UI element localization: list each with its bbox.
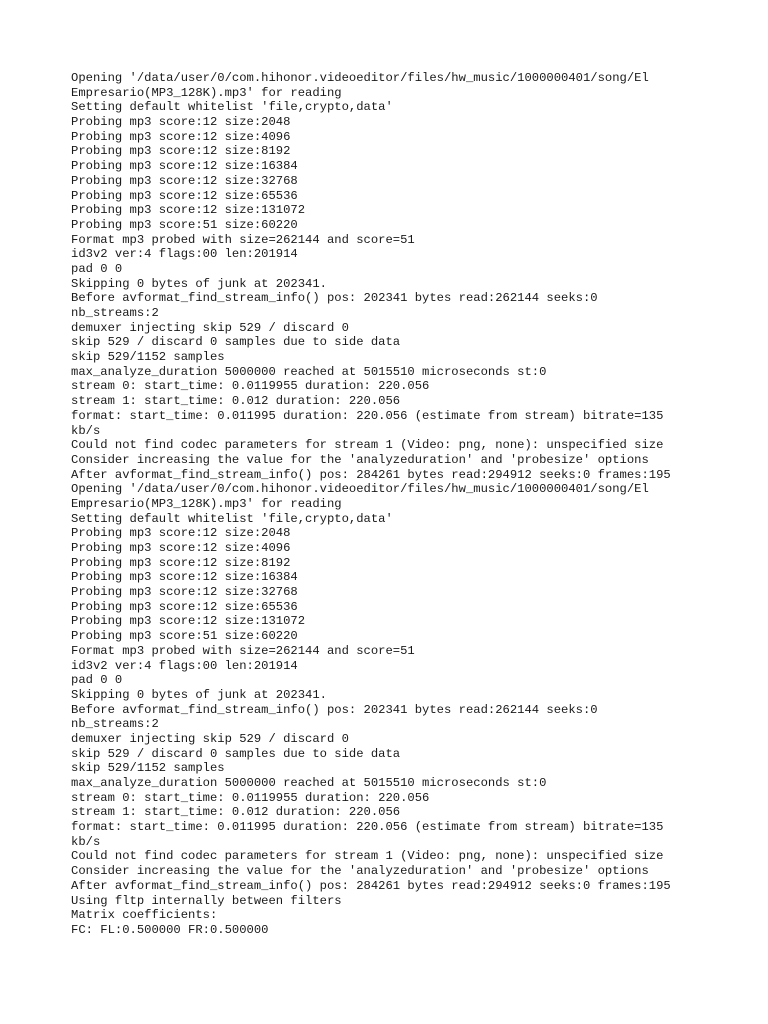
log-line: Skipping 0 bytes of junk at 202341. <box>71 276 327 291</box>
log-line: Probing mp3 score:12 size:2048 <box>71 526 291 541</box>
log-line: Probing mp3 score:12 size:65536 <box>71 188 298 203</box>
log-line: skip 529 / discard 0 samples due to side data <box>71 746 401 761</box>
log-line: Consider increasing the value for the 'analyzeduration' and 'probesize' options <box>71 864 649 879</box>
log-line: Empresario(MP3_128K).mp3' for reading <box>71 85 342 100</box>
log-line: Before avformat_find_stream_info() pos: 202341 bytes read:262144 seeks:0 <box>71 291 598 306</box>
log-line: id3v2 ver:4 flags:00 len:201914 <box>71 247 298 262</box>
log-line: Before avformat_find_stream_info() pos: 202341 bytes read:262144 seeks:0 <box>71 702 598 717</box>
log-line: Probing mp3 score:12 size:8192 <box>71 555 291 570</box>
log-line: Matrix coefficients: <box>71 908 218 923</box>
log-line: Could not find codec parameters for stream 1 (Video: png, none): unspecified size <box>71 849 664 864</box>
log-line: skip 529 / discard 0 samples due to side data <box>71 335 401 350</box>
log-line: nb_streams:2 <box>71 717 159 732</box>
log-line: Could not find codec parameters for stream 1 (Video: png, none): unspecified size <box>71 438 664 453</box>
log-line: Probing mp3 score:12 size:65536 <box>71 599 298 614</box>
log-line: Setting default whitelist 'file,crypto,data' <box>71 511 393 526</box>
log-line: Opening '/data/user/0/com.hihonor.videoeditor/files/hw_music/1000000401/song/El <box>71 482 649 497</box>
log-line: After avformat_find_stream_info() pos: 284261 bytes read:294912 seeks:0 frames:195 <box>71 878 671 893</box>
log-line: Probing mp3 score:12 size:4096 <box>71 129 291 144</box>
log-line: pad 0 0 <box>71 673 123 688</box>
log-line: Skipping 0 bytes of junk at 202341. <box>71 687 327 702</box>
log-line: Probing mp3 score:12 size:131072 <box>71 614 306 629</box>
log-line: format: start_time: 0.011995 duration: 220.056 (estimate from stream) bitrate=135 <box>71 820 664 835</box>
log-line: stream 0: start_time: 0.0119955 duration: 220.056 <box>71 790 430 805</box>
log-line: demuxer injecting skip 529 / discard 0 <box>71 320 349 335</box>
log-line: Using fltp internally between filters <box>71 893 342 908</box>
log-line: stream 1: start_time: 0.012 duration: 220.056 <box>71 394 401 409</box>
log-line: stream 0: start_time: 0.0119955 duration: 220.056 <box>71 379 430 394</box>
log-line: Probing mp3 score:51 size:60220 <box>71 217 298 232</box>
log-line: Consider increasing the value for the 'analyzeduration' and 'probesize' options <box>71 452 649 467</box>
log-line: kb/s <box>71 423 101 438</box>
log-line: kb/s <box>71 834 101 849</box>
log-line: Probing mp3 score:12 size:32768 <box>71 585 298 600</box>
log-line: Probing mp3 score:12 size:16384 <box>71 159 298 174</box>
log-line: Format mp3 probed with size=262144 and score=51 <box>71 232 415 247</box>
log-line: Probing mp3 score:12 size:131072 <box>71 203 306 218</box>
log-line: Probing mp3 score:12 size:2048 <box>71 115 291 130</box>
log-line: skip 529/1152 samples <box>71 350 225 365</box>
log-line: format: start_time: 0.011995 duration: 220.056 (estimate from stream) bitrate=135 <box>71 408 664 423</box>
log-line: demuxer injecting skip 529 / discard 0 <box>71 731 349 746</box>
log-line: Probing mp3 score:12 size:4096 <box>71 541 291 555</box>
log-line: Probing mp3 score:12 size:16384 <box>71 570 298 585</box>
log-line: pad 0 0 <box>71 261 123 276</box>
log-line: Empresario(MP3_128K).mp3' for reading <box>71 496 342 511</box>
log-line: max_analyze_duration 5000000 reached at 5015510 microseconds st:0 <box>71 364 547 379</box>
log-line: Setting default whitelist 'file,crypto,data' <box>71 100 393 115</box>
log-line: Probing mp3 score:12 size:8192 <box>71 144 291 159</box>
log-line: id3v2 ver:4 flags:00 len:201914 <box>71 658 298 673</box>
log-line: max_analyze_duration 5000000 reached at 5015510 microseconds st:0 <box>71 776 547 790</box>
log-line: skip 529/1152 samples <box>71 761 225 776</box>
log-line: Format mp3 probed with size=262144 and score=51 <box>71 643 415 658</box>
log-line: Probing mp3 score:12 size:32768 <box>71 173 298 188</box>
log-line: stream 1: start_time: 0.012 duration: 220.056 <box>71 805 401 820</box>
log-line: After avformat_find_stream_info() pos: 284261 bytes read:294912 seeks:0 frames:195 <box>71 467 671 482</box>
log-line: Probing mp3 score:51 size:60220 <box>71 629 298 644</box>
log-line: Opening '/data/user/0/com.hihonor.videoeditor/files/hw_music/1000000401/song/El <box>71 71 649 85</box>
log-line: FC: FL:0.500000 FR:0.500000 <box>71 922 269 937</box>
log-line: nb_streams:2 <box>71 306 159 320</box>
log-text-block <box>71 71 761 938</box>
